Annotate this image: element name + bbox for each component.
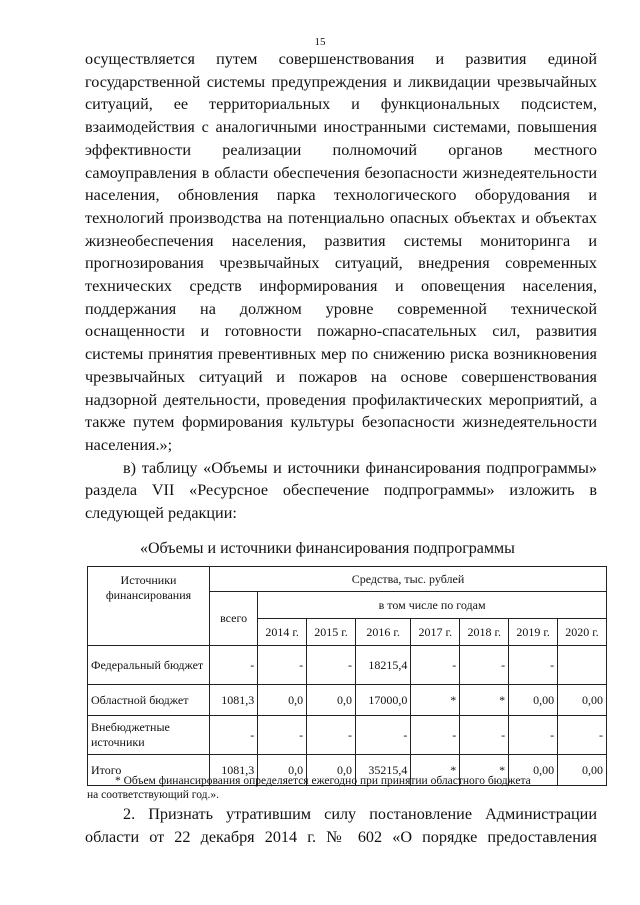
header-source: Источники финансирования — [88, 567, 210, 646]
header-including: в том числе по годам — [258, 592, 607, 619]
cell-value: * — [460, 685, 509, 716]
text-line: населения, обновления парка технологического оборудования и — [85, 186, 597, 205]
table-header-row — [88, 567, 607, 592]
text-line: прогнозирования чрезвычайных ситуаций, внедрения современных — [85, 254, 597, 273]
cell-value: - — [509, 646, 558, 685]
cell-value: - — [258, 646, 307, 685]
cell-value: 0,00 — [558, 755, 607, 786]
text-line: надзорной деятельности, проведения профилактических мероприятий, а — [85, 390, 597, 409]
cell-total: - — [210, 646, 258, 685]
cell-value: - — [558, 716, 607, 755]
text-line: области от 22 декабря 2014 г. № 602 «О порядке предоставления — [85, 828, 597, 846]
text-line: осуществляется путем совершенствования и развития единой — [85, 50, 597, 68]
cell-value: - — [460, 716, 509, 755]
text-line: населения.»; — [85, 435, 173, 454]
cell-value: 0,0 — [258, 685, 307, 716]
header-year: 2017 г. — [411, 619, 460, 646]
table-title: «Объемы и источники финансирования подпрограммы — [140, 540, 515, 557]
row-source: Внебюджетные источники — [88, 716, 210, 755]
cell-value: 18215,4 — [355, 646, 410, 685]
cell-value: * — [411, 755, 460, 786]
header-year: 2016 г. — [355, 619, 410, 646]
cell-value: - — [258, 716, 307, 755]
header-year: 2018 г. — [460, 619, 509, 646]
cell-value: - — [355, 716, 410, 755]
cell-value: 0,0 — [307, 755, 356, 786]
table-footnote — [87, 774, 607, 802]
cell-value: 0,00 — [509, 755, 558, 786]
cell-value: 17000,0 — [355, 685, 410, 716]
row-source: Итого — [88, 755, 210, 786]
text-line: системы принятия превентивных мер по снижению риска возникновения — [85, 345, 597, 364]
text-line: жизнеобеспечения населения, развития системы мониторинга и — [85, 231, 597, 250]
text-line: оснащенности и готовности пожарно-спасательных сил, развития — [85, 322, 597, 341]
closing-paragraph — [85, 803, 597, 849]
cell-total: - — [210, 716, 258, 755]
text-line: самоуправления в области обеспечения безопасности жизнедеятельности — [85, 163, 597, 182]
cell-total: 1081,3 — [210, 755, 258, 786]
financing-table — [87, 566, 607, 786]
text-line: технических средств информирования и оповещения населения, — [85, 277, 597, 296]
text-line: технологий производства на потенциально опасных объектах и объектах — [85, 208, 597, 227]
cell-value: 0,0 — [307, 685, 356, 716]
cell-value: 0,0 — [258, 755, 307, 786]
text-line: следующей редакции: — [85, 504, 237, 523]
text-line: государственной системы предупреждения и ликвидации чрезвычайных — [85, 72, 597, 91]
header-year: 2020 г. — [558, 619, 607, 646]
text-line: поддержания на должном уровне современной технической — [85, 299, 597, 318]
footnote-line: на соответствующий год.». — [87, 789, 219, 801]
header-funds: Средства, тыс. рублей — [210, 567, 607, 592]
page-number: 15 — [314, 36, 326, 48]
cell-value: - — [411, 646, 460, 685]
text-line: взаимодействия с аналогичными иностранными системами, повышения — [85, 118, 597, 137]
header-year: 2014 г. — [258, 619, 307, 646]
header-year: 2015 г. — [307, 619, 356, 646]
table-row — [88, 685, 607, 716]
body-paragraph — [85, 48, 597, 525]
text-line: чрезвычайных ситуаций и пожаров на основе совершенствования — [85, 367, 597, 386]
cell-value: - — [307, 646, 356, 685]
row-source: Федеральный бюджет — [88, 646, 210, 685]
cell-value — [558, 646, 607, 685]
cell-value: - — [307, 716, 356, 755]
cell-value: - — [411, 716, 460, 755]
text-line: 2. Признать утратившим силу постановление Администрации — [123, 805, 597, 823]
cell-value: 35215,4 — [355, 755, 410, 786]
cell-value: - — [509, 716, 558, 755]
table-row — [88, 646, 607, 685]
text-line: эффективности реализации полномочий органов местного — [85, 140, 597, 159]
row-source: Областной бюджет — [88, 685, 210, 716]
cell-value: * — [460, 755, 509, 786]
cell-value: 0,00 — [558, 685, 607, 716]
cell-total: 1081,3 — [210, 685, 258, 716]
text-line: также путем формирования культуры безопасности жизнедеятельности — [85, 413, 597, 432]
footnote-line: * Объем финансирования определяется ежегодно при принятии областного бюджета — [115, 775, 531, 787]
text-line: ситуаций, ее территориальных и функциональных подсистем, — [85, 95, 597, 114]
table-row — [88, 716, 607, 755]
text-line: раздела VII «Ресурсное обеспечение подпрограммы» изложить в — [85, 481, 597, 500]
cell-value: 0,00 — [509, 685, 558, 716]
cell-value: * — [411, 685, 460, 716]
text-line: в) таблицу «Объемы и источники финансирования подпрограммы» — [123, 458, 597, 477]
cell-value: - — [460, 646, 509, 685]
header-year: 2019 г. — [509, 619, 558, 646]
header-total: всего — [210, 592, 258, 646]
